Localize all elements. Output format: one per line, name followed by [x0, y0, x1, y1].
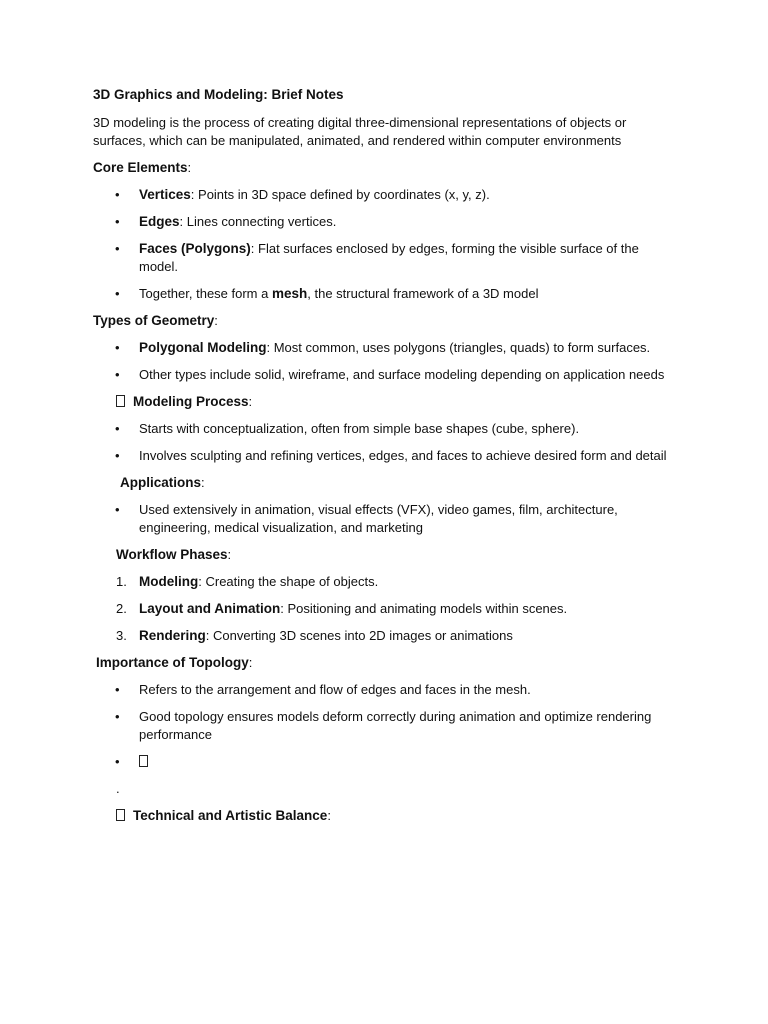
list-item-term: Layout and Animation — [139, 601, 281, 616]
list-item — [93, 753, 678, 771]
intro-paragraph: 3D modeling is the process of creating digital three-dimensional representations of objects or surfaces, which can be manipulated, animated, and rendered within computer environments — [93, 115, 627, 148]
missing-glyph-icon — [116, 395, 125, 407]
heading-colon: : — [248, 394, 253, 409]
list-item — [93, 366, 678, 384]
missing-glyph-icon — [139, 755, 148, 767]
applications-heading-text: Applications — [120, 475, 202, 490]
list-item-text: Involves sculpting and refining vertices, edges, and faces to achieve desired form and detail — [139, 448, 667, 463]
bullet-icon: • — [115, 754, 120, 769]
applications-heading — [93, 474, 678, 492]
document-page — [93, 86, 678, 834]
geometry-list — [93, 339, 678, 384]
topology-list — [93, 681, 678, 771]
heading-colon: : — [227, 547, 232, 562]
list-item-term: Rendering — [139, 628, 206, 643]
modeling-process-list — [93, 420, 678, 465]
list-item-text: : Points in 3D space defined by coordinates (x, y, z). — [190, 187, 490, 202]
core-elements-heading — [93, 159, 678, 177]
list-item-text: : Flat surfaces enclosed by edges, forming the visible surface of the model. — [139, 241, 639, 274]
list-item-text: Other types include solid, wireframe, and surface modeling depending on application needs — [139, 367, 665, 382]
list-item-text: : Converting 3D scenes into 2D images or animations — [205, 628, 513, 643]
list-item — [93, 186, 678, 204]
technical-artistic-balance-heading-text: Technical and Artistic Balance — [133, 808, 328, 823]
bullet-icon: • — [115, 421, 120, 436]
list-item — [93, 681, 678, 699]
list-item-text: Starts with conceptualization, often from simple base shapes (cube, sphere). — [139, 421, 580, 436]
list-item — [93, 339, 678, 357]
list-item-number: 2. — [116, 601, 127, 616]
mesh-text-post: , the structural framework of a 3D model — [307, 286, 539, 301]
list-item — [93, 240, 678, 276]
list-item — [93, 285, 678, 303]
mesh-text-pre: Together, these form a — [139, 286, 272, 301]
missing-glyph-icon — [116, 809, 125, 821]
bullet-icon: • — [115, 241, 120, 256]
heading-colon: : — [248, 655, 253, 670]
workflow-phases-list — [93, 573, 678, 645]
core-elements-heading-text: Core Elements — [93, 160, 188, 175]
list-item-term: Polygonal Modeling — [139, 340, 267, 355]
workflow-phases-heading-text: Workflow Phases — [116, 547, 228, 562]
list-item — [93, 447, 678, 465]
core-elements-list — [93, 186, 678, 303]
list-item-number: 3. — [116, 628, 127, 643]
list-item-term: Faces (Polygons) — [139, 241, 251, 256]
workflow-phases-heading — [93, 546, 678, 564]
bullet-icon: • — [115, 502, 120, 517]
bullet-icon: • — [115, 214, 120, 229]
list-item-text: : Positioning and animating models within scenes. — [280, 601, 568, 616]
list-item-text: : Most common, uses polygons (triangles, quads) to form surfaces. — [266, 340, 651, 355]
list-item — [93, 708, 678, 744]
applications-list — [93, 501, 678, 537]
list-item — [93, 627, 678, 645]
types-of-geometry-heading — [93, 312, 678, 330]
bullet-icon: • — [115, 682, 120, 697]
list-item-term: Modeling — [139, 574, 199, 589]
bullet-icon: • — [115, 367, 120, 382]
mesh-term: mesh — [271, 286, 308, 301]
topology-heading-text: Importance of Topology — [96, 655, 249, 670]
list-item — [93, 573, 678, 591]
modeling-process-heading-text: Modeling Process — [133, 394, 249, 409]
list-item — [93, 420, 678, 438]
heading-colon: : — [214, 313, 218, 328]
list-item-term: Vertices — [139, 187, 191, 202]
document-title: 3D Graphics and Modeling: Brief Notes — [93, 87, 344, 102]
stray-period: . — [116, 781, 120, 796]
list-item-number: 1. — [116, 574, 127, 589]
technical-artistic-balance-heading — [93, 807, 678, 825]
bullet-icon: • — [115, 187, 120, 202]
list-item — [93, 600, 678, 618]
list-item-text: Refers to the arrangement and flow of edges and faces in the mesh. — [139, 682, 531, 697]
list-item-term: Edges — [139, 214, 180, 229]
bullet-icon: • — [115, 448, 120, 463]
list-item-text: : Creating the shape of objects. — [198, 574, 379, 589]
list-item-text: Used extensively in animation, visual effects (VFX), video games, film, architecture, engineering, medical visualization, and marketing — [139, 502, 618, 535]
topology-heading — [93, 654, 678, 672]
heading-colon: : — [187, 160, 192, 175]
list-item — [93, 213, 678, 231]
modeling-process-heading — [93, 393, 678, 411]
heading-colon: : — [327, 808, 331, 823]
list-item — [93, 501, 678, 537]
bullet-icon: • — [115, 709, 120, 724]
heading-colon: : — [201, 475, 205, 490]
types-of-geometry-heading-text: Types of Geometry — [93, 313, 215, 328]
list-item-text: : Lines connecting vertices. — [179, 214, 337, 229]
list-item-text: Good topology ensures models deform correctly during animation and optimize rendering performance — [139, 709, 652, 742]
bullet-icon: • — [115, 340, 120, 355]
bullet-icon: • — [115, 286, 120, 301]
